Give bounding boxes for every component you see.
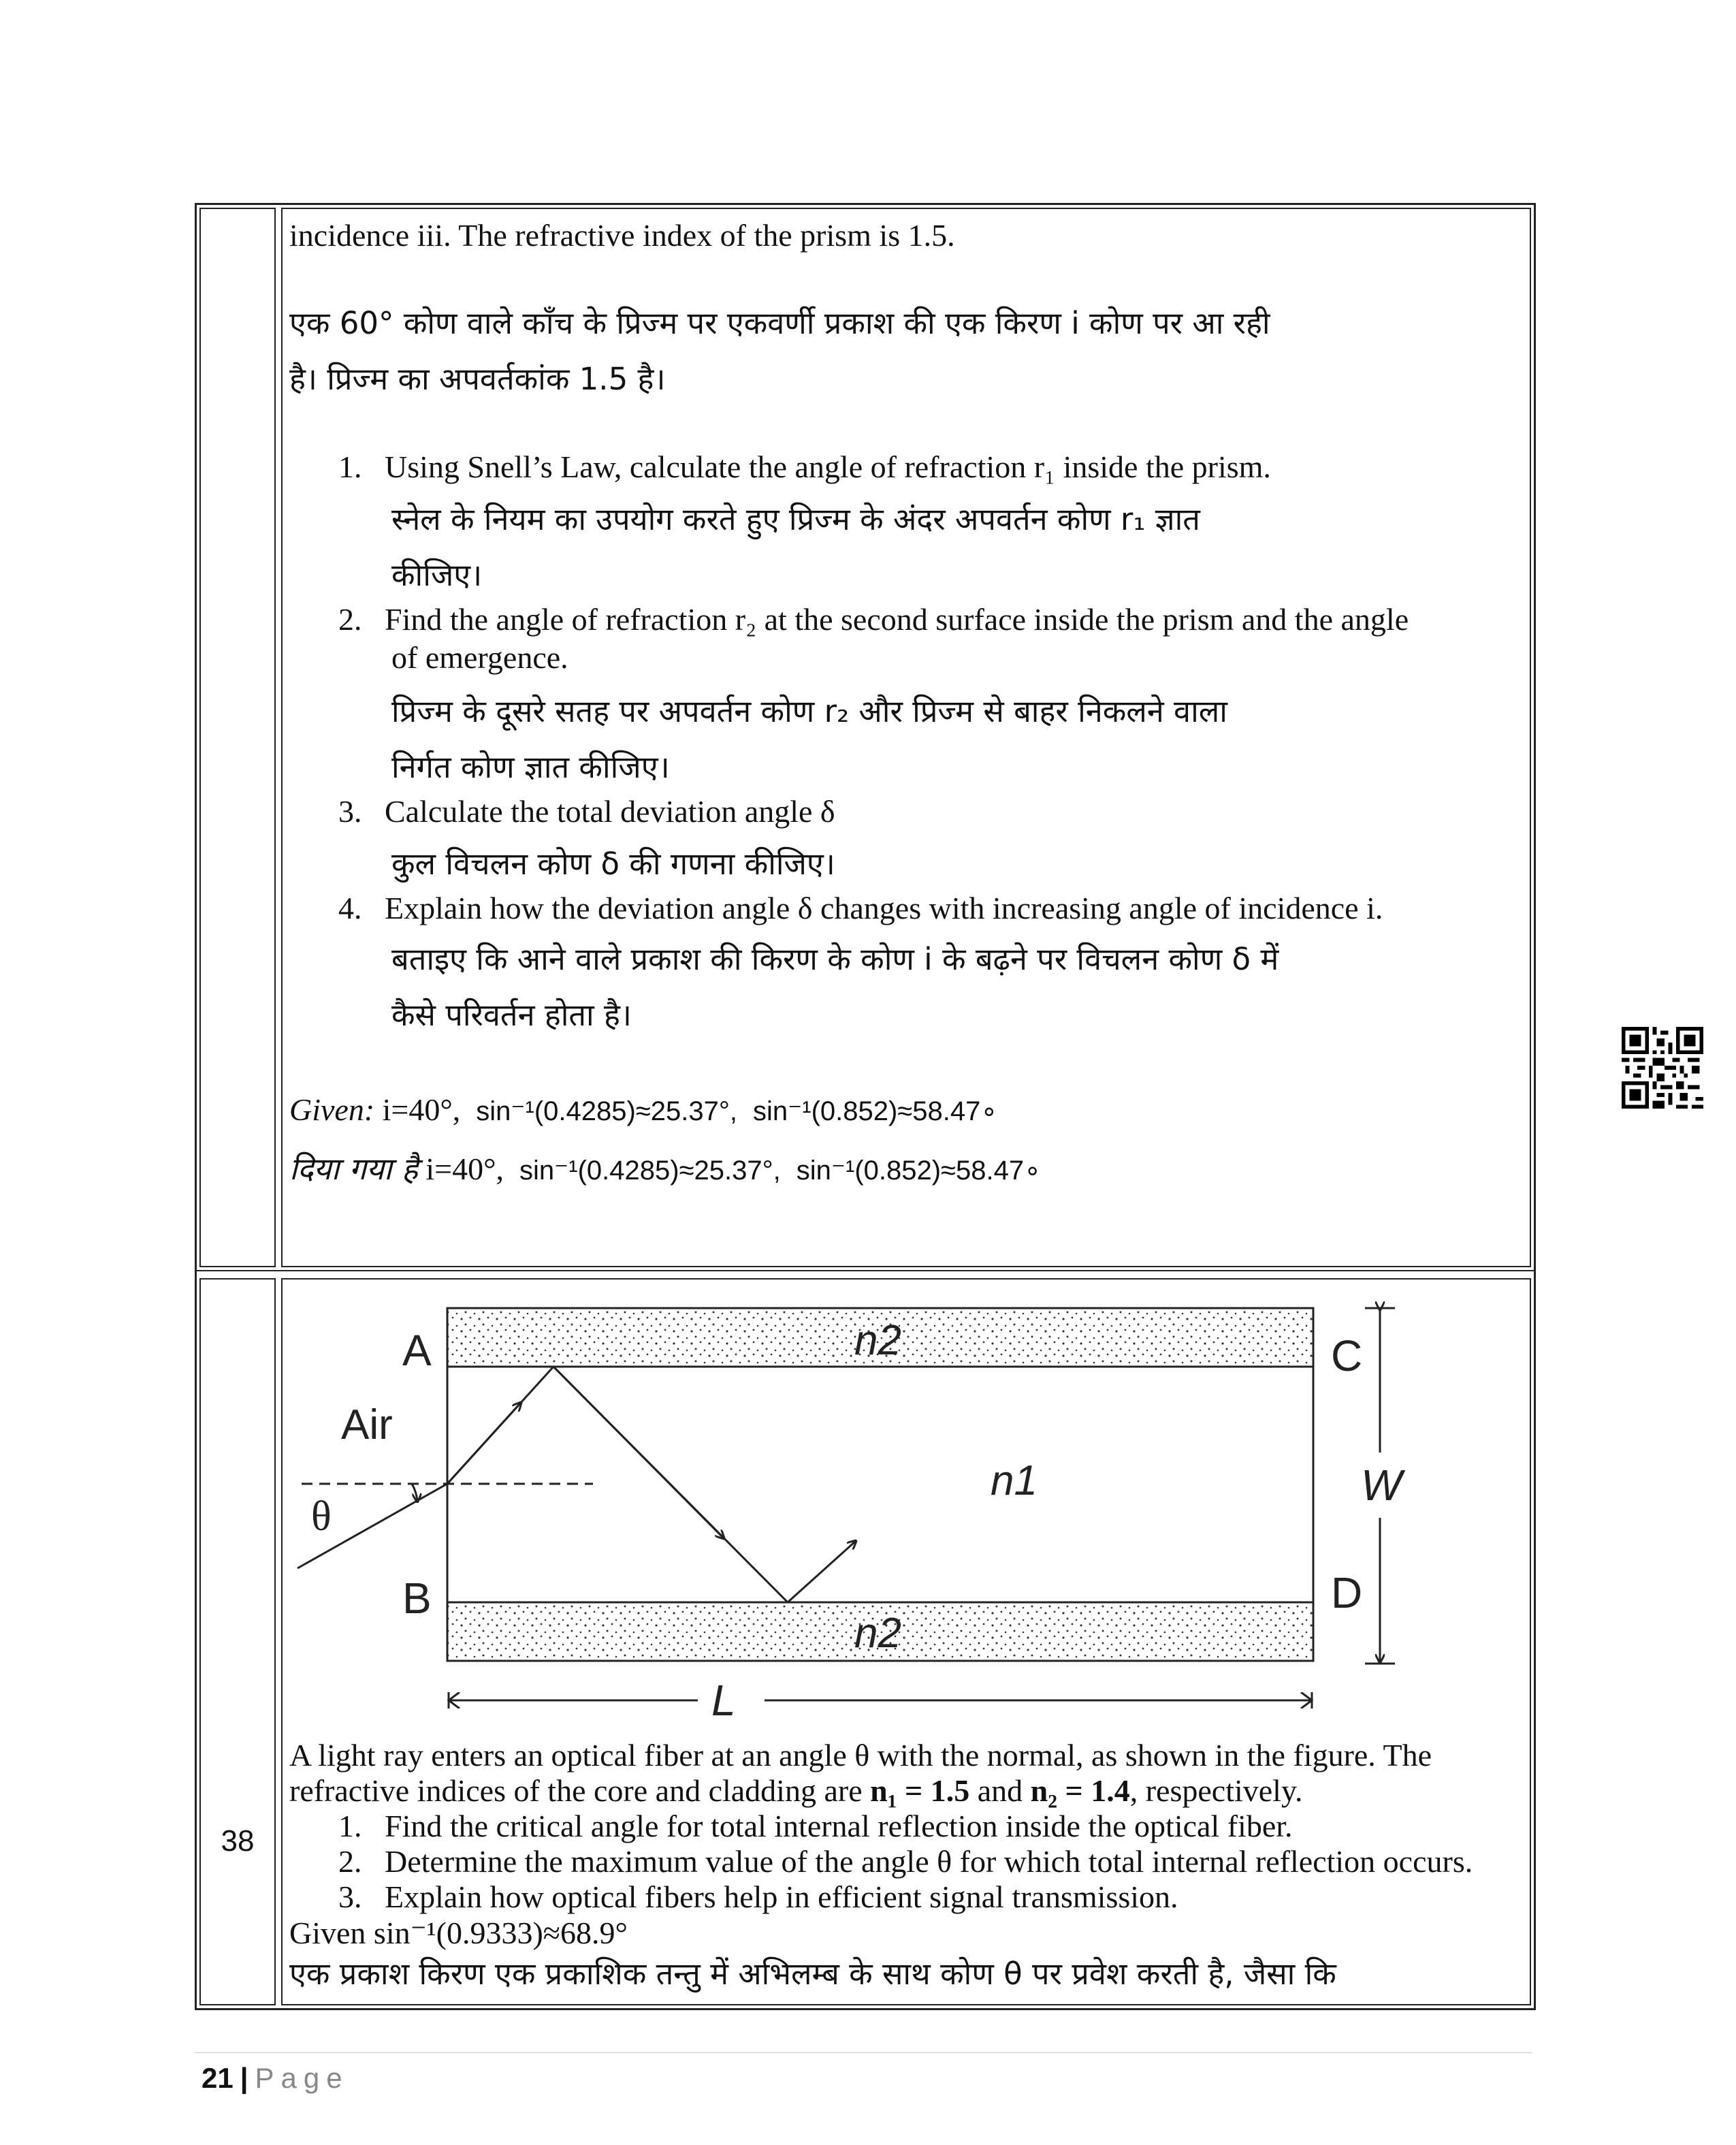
intro-hi-line2: है। प्रिज्म का अपवर्तकांक 1.5 है। [289,361,666,397]
question-37-content: incidence iii. The refractive index of the prism is 1.5. एक 60° कोण वाले काँच के प्रिज्म पर एकवर्णी प्रकाश की एक किरण i कोण पर आ रही है। प्रिज्म का अपवर्तकांक 1.5 है। 1. Using Snell’s Law, calculate the angle of refraction r₁ inside the prism. स्नेल के नियम का उपयोग करते हुए प्रिज्म के अंदर अपवर्तन कोण r₁ ज्ञात कीजिए। 2. Find the angle of refraction r₂ at the second surface inside the prism and the angle of emergence. प्रिज्म के दूसरे सतह पर अपवर्तन कोण r₂ और प्रिज्म से बाहर निकलने वाला निर्गत कोण ज्ञात कीजिए। 3. Calculate the total deviation angle δ कुल विचलन कोण δ की गणना कीजिए। 4. Explain how the deviation angle δ changes with increasing angle of incidence i. बताइए कि आने वाले प्रकाश की किरण के कोण i के बढ़ने पर विचलन कोण δ में कैसे परिवर्तन होता है। Given: i=40°, sin⁻¹(0.4285)≈25.37°, sin⁻¹(0.852)≈58.47∘ दिया गया है i=40°, sin⁻¹(0.4285)≈25.37°, sin⁻¹(0.852)≈58.47∘ [281,208,1531,1267]
question-number-cell [199,208,276,1267]
label-n2-top: n2 [854,1317,901,1364]
given-hi: दिया गया है i=40°, sin⁻¹(0.4285)≈25.37°, sin⁻¹(0.852)≈58.47∘ [289,1151,1042,1187]
qr-code [1622,1027,1703,1109]
question-38-content: A Air θ B C D W L n1 n2 n2 A light ray enters an optical fiber at an angle θ with the normal, as shown in the figure. The refractive indices of the core and cladding are n₁ = 1.5 and n₂ = 1.4, respectively. 1. Find the critical angle for total internal reflection inside the optical fiber. 2. Determine the maximum value of the angle θ for which total internal reflection occurs. 3. Explain how optical fibers help in efficient signal transmission. Given sin⁻¹(0.9333)≈68.9° एक प्रकाश किरण एक प्रकाशिक तन्तु में अभिलम्ब के साथ कोण θ पर प्रवेश करती है, जैसा कि [281,1278,1531,2005]
list-item-hi: प्रिज्म के दूसरे सतह पर अपवर्तन कोण r₂ और प्रिज्म से बाहर निकलने वाला [391,693,1227,729]
page-number: 21 [202,2062,234,2094]
page-label: Page [255,2062,349,2094]
list-item-cont: of emergence. [391,640,568,675]
page-footer: 21 | Page [202,2062,349,2094]
q38-para-line2: refractive indices of the core and cladding are n₁ = 1.5 and n₂ = 1.4, respectively. [289,1773,1303,1808]
question-37-row [197,205,1534,1270]
label-D: D [1331,1568,1363,1617]
list-item-hi: निर्गत कोण ज्ञात कीजिए। [391,749,670,785]
intro-hi-line1: एक 60° कोण वाले काँच के प्रिज्म पर एकवर्णी प्रकाश की एक किरण i कोण पर आ रही [289,305,1270,341]
label-B: B [402,1574,432,1623]
list-item-hi: बताइए कि आने वाले प्रकाश की किरण के कोण i के बढ़ने पर विचलन कोण δ में [391,941,1279,977]
label-air: Air [341,1401,393,1448]
q38-given: Given sin⁻¹(0.9333)≈68.9° [289,1916,628,1950]
question-number: 38 [221,1824,255,1858]
question-table [195,203,1536,2010]
label-W: W [1361,1461,1402,1510]
intro-en-tail: incidence iii. The refractive index of the prism is 1.5. [289,218,955,253]
list-item-hi: कुल विचलन कोण δ की गणना कीजिए। [391,846,835,882]
label-L: L [711,1676,736,1725]
label-theta: θ [311,1493,332,1540]
question-38-row [197,1275,1534,2008]
list-item-hi: कैसे परिवर्तन होता है। [391,997,632,1033]
row-separator [197,1270,1534,1274]
label-n1: n1 [991,1457,1038,1504]
given-en: Given: i=40°, sin⁻¹(0.4285)≈25.37°, sin⁻¹(0.852)≈58.47∘ [289,1092,998,1127]
q38-hi-line: एक प्रकाश किरण एक प्रकाशिक तन्तु में अभिलम्ब के साथ कोण θ पर प्रवेश करती है, जैसा कि [289,1956,1336,1992]
label-A: A [402,1326,432,1375]
list-item-hi: कीजिए। [391,557,483,593]
optical-fiber-figure [283,1280,1528,1729]
label-n2-bottom: n2 [854,1610,901,1657]
theta-arc [412,1484,417,1502]
question-number-cell [199,1278,276,2005]
label-C: C [1331,1331,1363,1380]
footer-rule [195,2052,1532,2053]
q38-para-line1: A light ray enters an optical fiber at an angle θ with the normal, as shown in the figure. The [289,1738,1432,1773]
list-item-hi: स्नेल के नियम का उपयोग करते हुए प्रिज्म के अंदर अपवर्तन कोण r₁ ज्ञात [391,501,1200,537]
